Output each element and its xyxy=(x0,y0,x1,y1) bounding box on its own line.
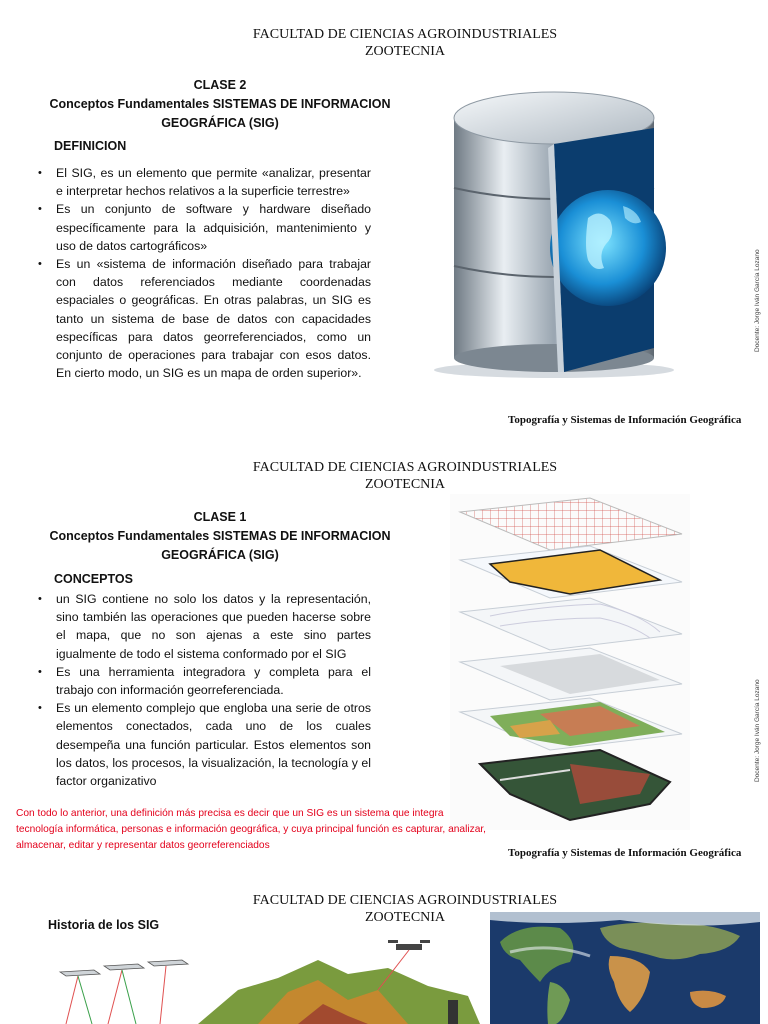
gis-layers-image xyxy=(450,494,690,830)
program-title: ZOOTECNIA xyxy=(364,910,446,925)
list-item: • Es una herramienta integradora y completa para el trabajo con información georreferenciada. xyxy=(30,663,371,699)
list-item: • Es un «sistema de información diseñado para trabajar con datos referenciados mediante coordenadas espaciales o geográficas. En otras palabras, un SIG es tanto un sistema de base de datos con capacidades específicas para datos georreferenciados, como un conjunto de operaciones para trabajar con esos datos. En cierto modo, un SIG es un mapa de orden superior». xyxy=(30,255,371,382)
definition-list xyxy=(30,164,371,382)
class-title-line2: GEOGRÁFICA (SIG) xyxy=(161,548,279,562)
list-item: • Es un elemento complejo que engloba una serie de otros elementos conectados, cada uno de los cuales desempeña una función particular. Estos elementos son los datos, los procesos, la visualización, la tecnología y el factor organizativo xyxy=(30,699,371,790)
program-title: ZOOTECNIA xyxy=(364,44,446,59)
faculty-title: FACULTAD DE CIENCIAS AGROINDUSTRIALES xyxy=(252,893,558,908)
slide1-header xyxy=(0,26,768,60)
list-item: • un SIG contiene no solo los datos y la representación, sino también las operaciones que pueden hacerse sobre el mapa, que no son ajenas a este sino partes igualmente de todo el sistema conformado por el SIG xyxy=(30,590,371,663)
world-map-image xyxy=(490,912,760,1024)
faculty-title: FACULTAD DE CIENCIAS AGROINDUSTRIALES xyxy=(252,27,558,42)
slide1-class-block xyxy=(40,76,400,133)
class-label: CLASE 1 xyxy=(193,510,247,524)
class-label: CLASE 2 xyxy=(193,78,247,92)
program-title: ZOOTECNIA xyxy=(364,477,446,492)
side-credit: Docente: Jorge Iván García Lozano xyxy=(754,249,761,352)
faculty-title: FACULTAD DE CIENCIAS AGROINDUSTRIALES xyxy=(252,460,558,475)
footer-course: Topografía y Sistemas de Información Geográfica xyxy=(508,414,742,426)
class-title-line1: Conceptos Fundamentales SISTEMAS DE INFORMACION xyxy=(49,97,391,111)
concepts-list xyxy=(30,590,371,790)
footer-course: Topografía y Sistemas de Información Geográfica xyxy=(508,847,742,859)
section-definicion: DEFINICION xyxy=(54,139,127,153)
list-item: • Es un conjunto de software y hardware diseñado específicamente para la adquisición, mantenimiento y uso de datos cartográficos» xyxy=(30,200,371,255)
class-title-line2: GEOGRÁFICA (SIG) xyxy=(161,116,279,130)
class-title-line1: Conceptos Fundamentales SISTEMAS DE INFORMACION xyxy=(49,529,391,543)
definition-note: Con todo lo anterior, una definición más precisa es decir que un SIG es un sistema que integra tecnología informática, personas e información geográfica, y cuya principal función es capturar, analizar, almacenar, editar y representar datos georreferenciados xyxy=(16,808,487,851)
slide2-class-block xyxy=(40,508,400,565)
slide2-header xyxy=(0,459,768,493)
section-conceptos: CONCEPTOS xyxy=(54,572,133,586)
side-credit: Docente: Jorge Iván García Lozano xyxy=(754,679,761,782)
history-heading: Historia de los SIG xyxy=(48,918,160,932)
database-globe-image xyxy=(418,88,690,378)
list-item: • El SIG, es un elemento que permite «analizar, presentar e interpretar hechos relativos a la superficie terrestre» xyxy=(30,164,371,200)
aerial-survey-image xyxy=(48,930,480,1024)
